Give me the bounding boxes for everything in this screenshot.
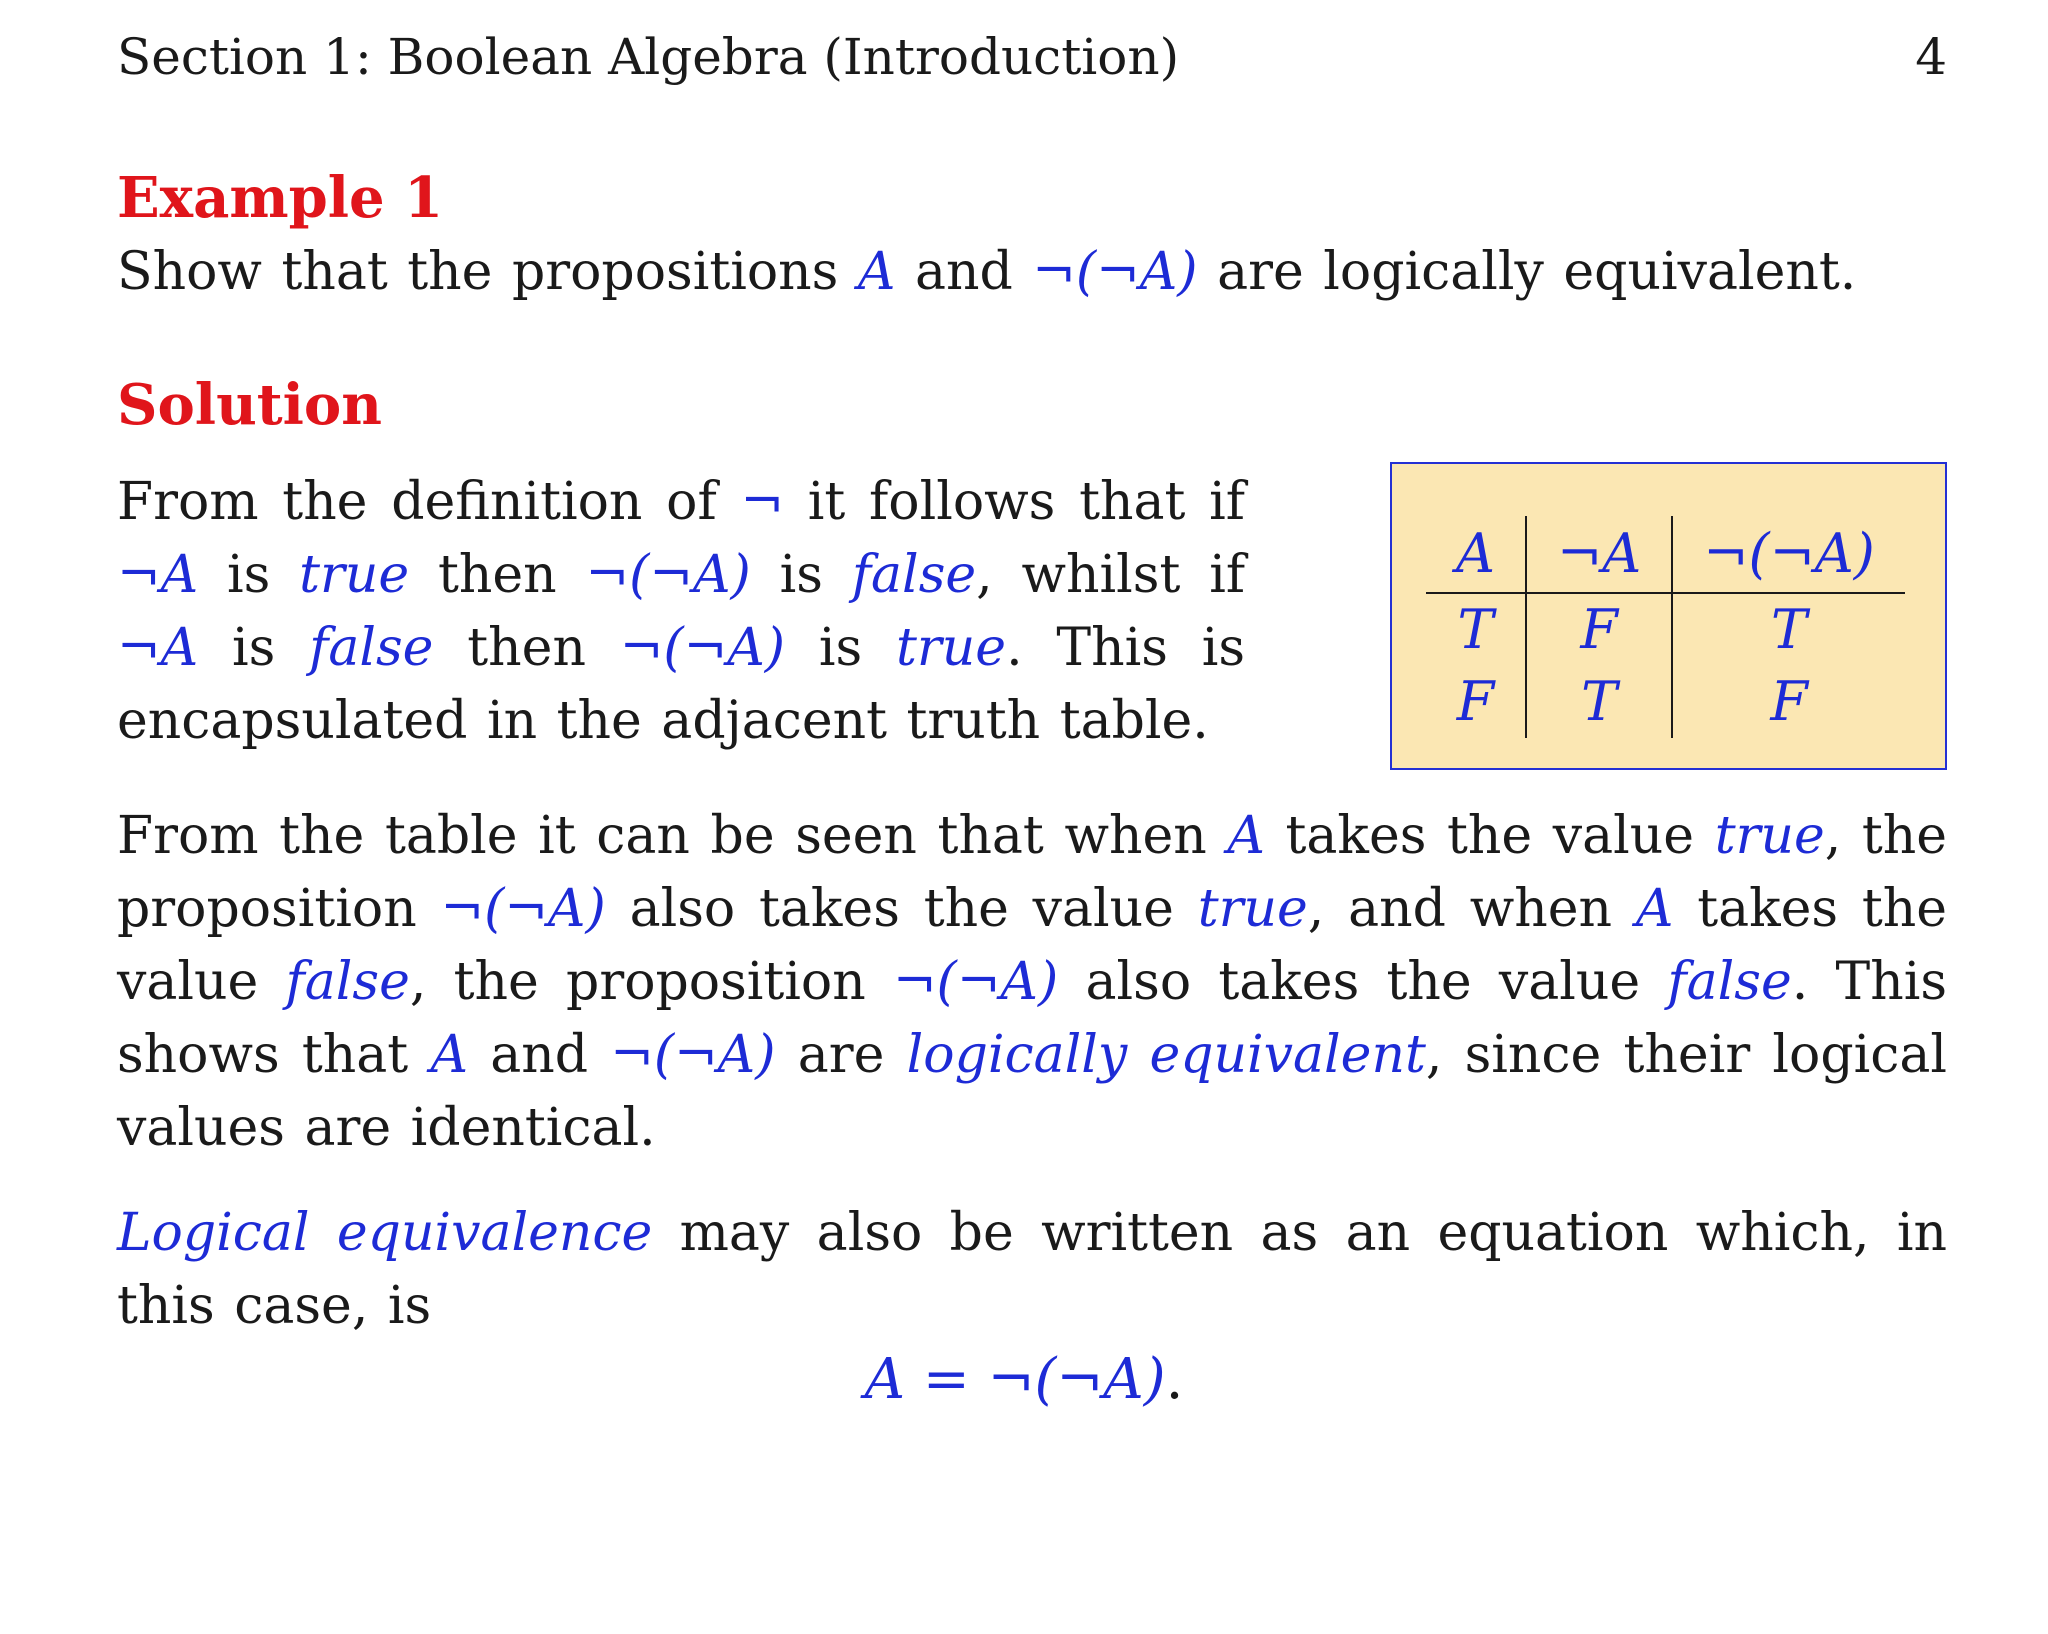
table-row: [1426, 593, 1905, 666]
equation-rhs: ¬(¬A): [987, 1347, 1166, 1412]
page-header: [117, 22, 1947, 92]
truth-table-header: ¬A: [1526, 516, 1672, 593]
equation-period: .: [1165, 1347, 1184, 1412]
solution-paragraph-1: From the definition of ¬ it follows that if ¬A is true then ¬(¬A) is false, whilst if ¬A is false then ¬(¬A) is true. This is encapsulated in the adjacent truth table.: [117, 472, 1246, 751]
equation-lhs: A: [864, 1347, 906, 1412]
truth-table-cell: T: [1771, 598, 1808, 661]
equation: [0, 1340, 2048, 1420]
math-neg: ¬: [740, 472, 785, 532]
truth-table-cell: T: [1426, 593, 1526, 666]
truth-table: [1426, 516, 1905, 738]
table-row: [1426, 666, 1905, 738]
section-title: Section 1: Boolean Algebra (Introduction): [117, 28, 1180, 86]
example-heading: Example 1: [117, 165, 444, 231]
solution-paragraph-2: From the table it can be seen that when A takes the value true, the proposition ¬(¬A) also takes the value true, and when A takes the value false, the proposition ¬(¬A) also takes the value false. This shows that A and ¬(¬A) are logically equivalent, since their logical values are identical.: [117, 806, 1948, 1158]
truth-table-box: [1390, 462, 1947, 770]
term-logical-equivalence: Logical equivalence: [117, 1203, 653, 1263]
truth-table-cell: T: [1526, 666, 1672, 738]
truth-table-header: A: [1426, 516, 1526, 593]
example-statement: Show that the propositions A and ¬(¬A) are logically equivalent.: [117, 242, 1857, 302]
math-A: A: [857, 242, 896, 302]
truth-table-cell: F: [1770, 670, 1808, 733]
truth-table-cell: F: [1426, 666, 1526, 738]
math-not-not-A: ¬(¬A): [1032, 242, 1198, 302]
page-number: 4: [1915, 28, 1947, 86]
equation-operator: =: [922, 1347, 970, 1412]
truth-table-header-row: [1426, 516, 1905, 593]
solution-paragraph-3: Logical equivalence may also be written as an equation which, in this case, is: [117, 1203, 1947, 1336]
solution-heading: Solution: [117, 372, 382, 438]
truth-table-header: ¬(¬A): [1672, 516, 1905, 593]
truth-table-cell: F: [1526, 593, 1672, 666]
term-logically-equivalent: logically equivalent: [906, 1025, 1426, 1085]
